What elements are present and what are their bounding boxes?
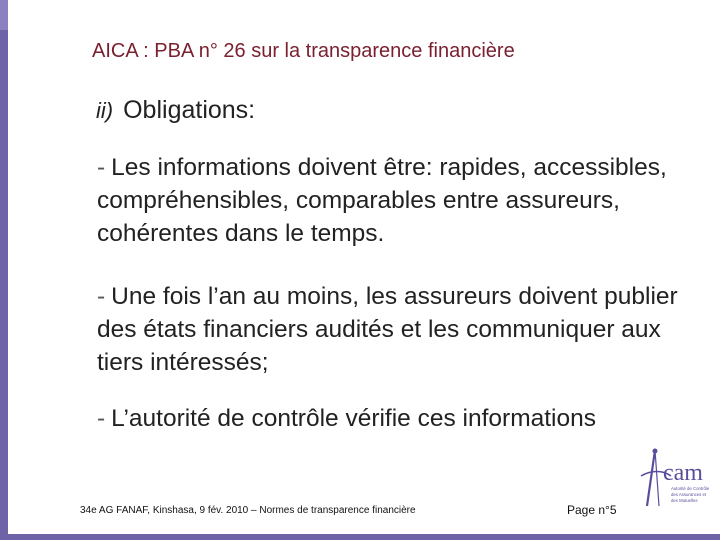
logo-caption-1: Autorité de Contrôle xyxy=(671,486,710,491)
bullet-1 xyxy=(97,151,697,250)
subheading-text: Obligations: xyxy=(123,96,256,124)
left-accent-bar xyxy=(0,0,8,540)
title-prefix: AICA : xyxy=(92,40,149,62)
subheading-marker: ii) xyxy=(96,98,114,123)
bullet-2 xyxy=(97,280,697,379)
bottom-accent-bar xyxy=(0,534,720,540)
bullet-3 xyxy=(97,402,707,435)
title-main: PBA n° 26 sur la transparence financière xyxy=(154,40,515,62)
bullet-dash: - xyxy=(97,283,106,310)
bullet-dash: - xyxy=(97,154,106,181)
page-number: Page n°5 xyxy=(567,503,617,517)
footer-text: 34e AG FANAF, Kinshasa, 9 fév. 2010 – Normes de transparence financière xyxy=(80,505,416,516)
bullet-text: Les informations doivent être: rapides, accessibles, compréhensibles, comparables entre assureurs, cohérentes dans le temps. xyxy=(97,154,667,247)
left-accent-bar-top xyxy=(0,0,8,30)
bullet-text: Une fois l’an au moins, les assureurs doivent publier des états financiers audités et les communiquer aux tiers intéressés; xyxy=(97,283,678,376)
bullet-text: L’autorité de contrôle vérifie ces informations xyxy=(111,405,596,432)
slide-title xyxy=(92,40,515,63)
logo-caption-3: des Mutuelles xyxy=(671,498,698,503)
logo-caption-2: des Assurances et xyxy=(671,492,707,497)
logo-wordmark: cam xyxy=(663,460,703,486)
bullet-dash: - xyxy=(97,405,106,432)
cam-logo xyxy=(637,446,713,516)
subheading xyxy=(96,96,255,125)
